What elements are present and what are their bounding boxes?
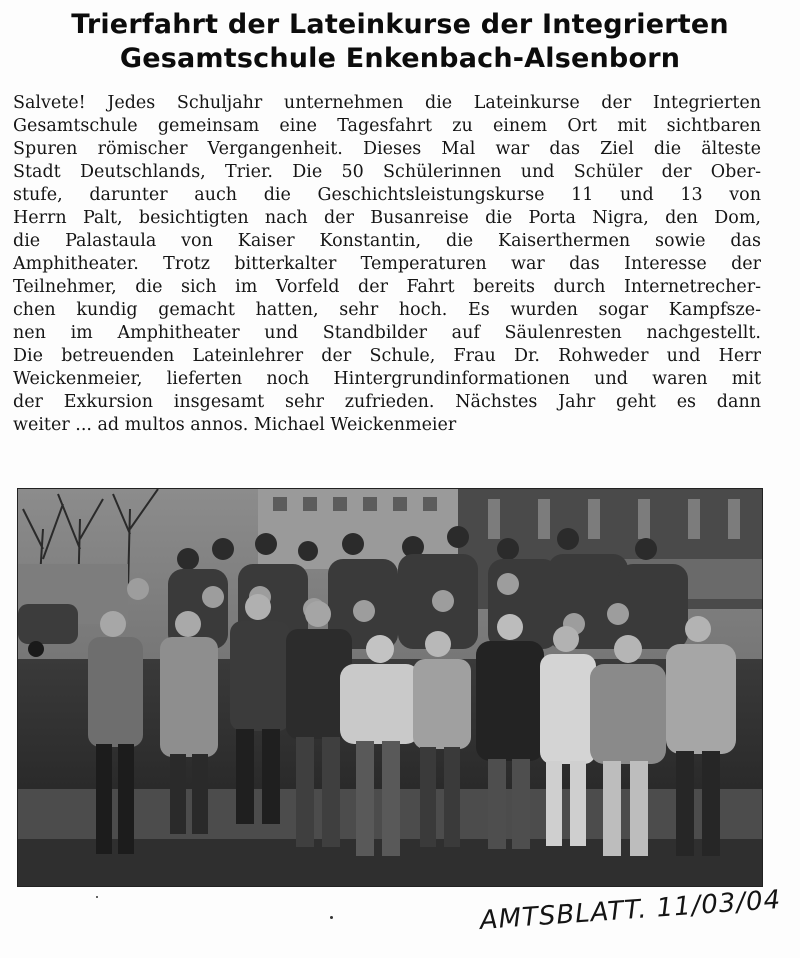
body-line: Stadt Deutschlands, Trier. Die 50 Schülerinnen und Schüler der Ober- xyxy=(13,162,761,182)
body-line: Salvete! Jedes Schuljahr unternehmen die Lateinkurse der Integrierten xyxy=(13,93,761,113)
headline-line-2: Gesamtschule Enkenbach-Alsenborn xyxy=(119,43,681,74)
body-line: Gesamtschule gemeinsam eine Tagesfahrt zu einem Ort mit sichtbaren xyxy=(13,116,761,136)
body-line: Weickenmeier, lieferten noch Hintergrundinformationen und waren mit xyxy=(13,369,761,389)
body-line-last: weiter ... ad multos annos. Michael Weickenmeier xyxy=(13,415,457,435)
headline-line-1: Trierfahrt der Lateinkurse der Integrierten xyxy=(71,9,729,40)
body-line: stufe, darunter auch die Geschichtsleistungskurse 11 und 13 von xyxy=(13,185,761,205)
group-photo-image xyxy=(18,489,762,886)
body-line: chen kundig gemacht hatten, sehr hoch. Es wurden sogar Kampfsze- xyxy=(13,300,761,320)
body-line: Die betreuenden Lateinlehrer der Schule, Frau Dr. Rohweder und Herr xyxy=(13,346,761,366)
car-shape xyxy=(18,604,78,644)
body-line: nen im Amphitheater und Standbilder auf Säulenresten nachgestellt. xyxy=(13,323,761,343)
body-line: Herrn Palt, besichtigten nach der Busanreise die Porta Nigra, den Dom, xyxy=(13,208,761,228)
paper-speck xyxy=(96,896,98,898)
body-line: der Exkursion insgesamt sehr zufrieden. Nächstes Jahr geht es dann xyxy=(13,392,761,412)
paper-speck xyxy=(330,916,333,919)
article-headline xyxy=(0,8,800,76)
body-line: Teilnehmer, die sich im Vorfeld der Fahrt bereits durch Internetrecher- xyxy=(13,277,761,297)
handwritten-annotation: AMTSBLATT. 11/03/04 xyxy=(478,884,783,936)
article-body xyxy=(13,92,761,437)
body-line: Spuren römischer Vergangenheit. Dieses Mal war das Ziel die älteste xyxy=(13,139,761,159)
body-line: die Palastaula von Kaiser Konstantin, die Kaiserthermen sowie das xyxy=(13,231,761,251)
group-photo xyxy=(17,488,763,887)
body-line: Amphitheater. Trotz bitterkalter Temperaturen war das Interesse der xyxy=(13,254,761,274)
